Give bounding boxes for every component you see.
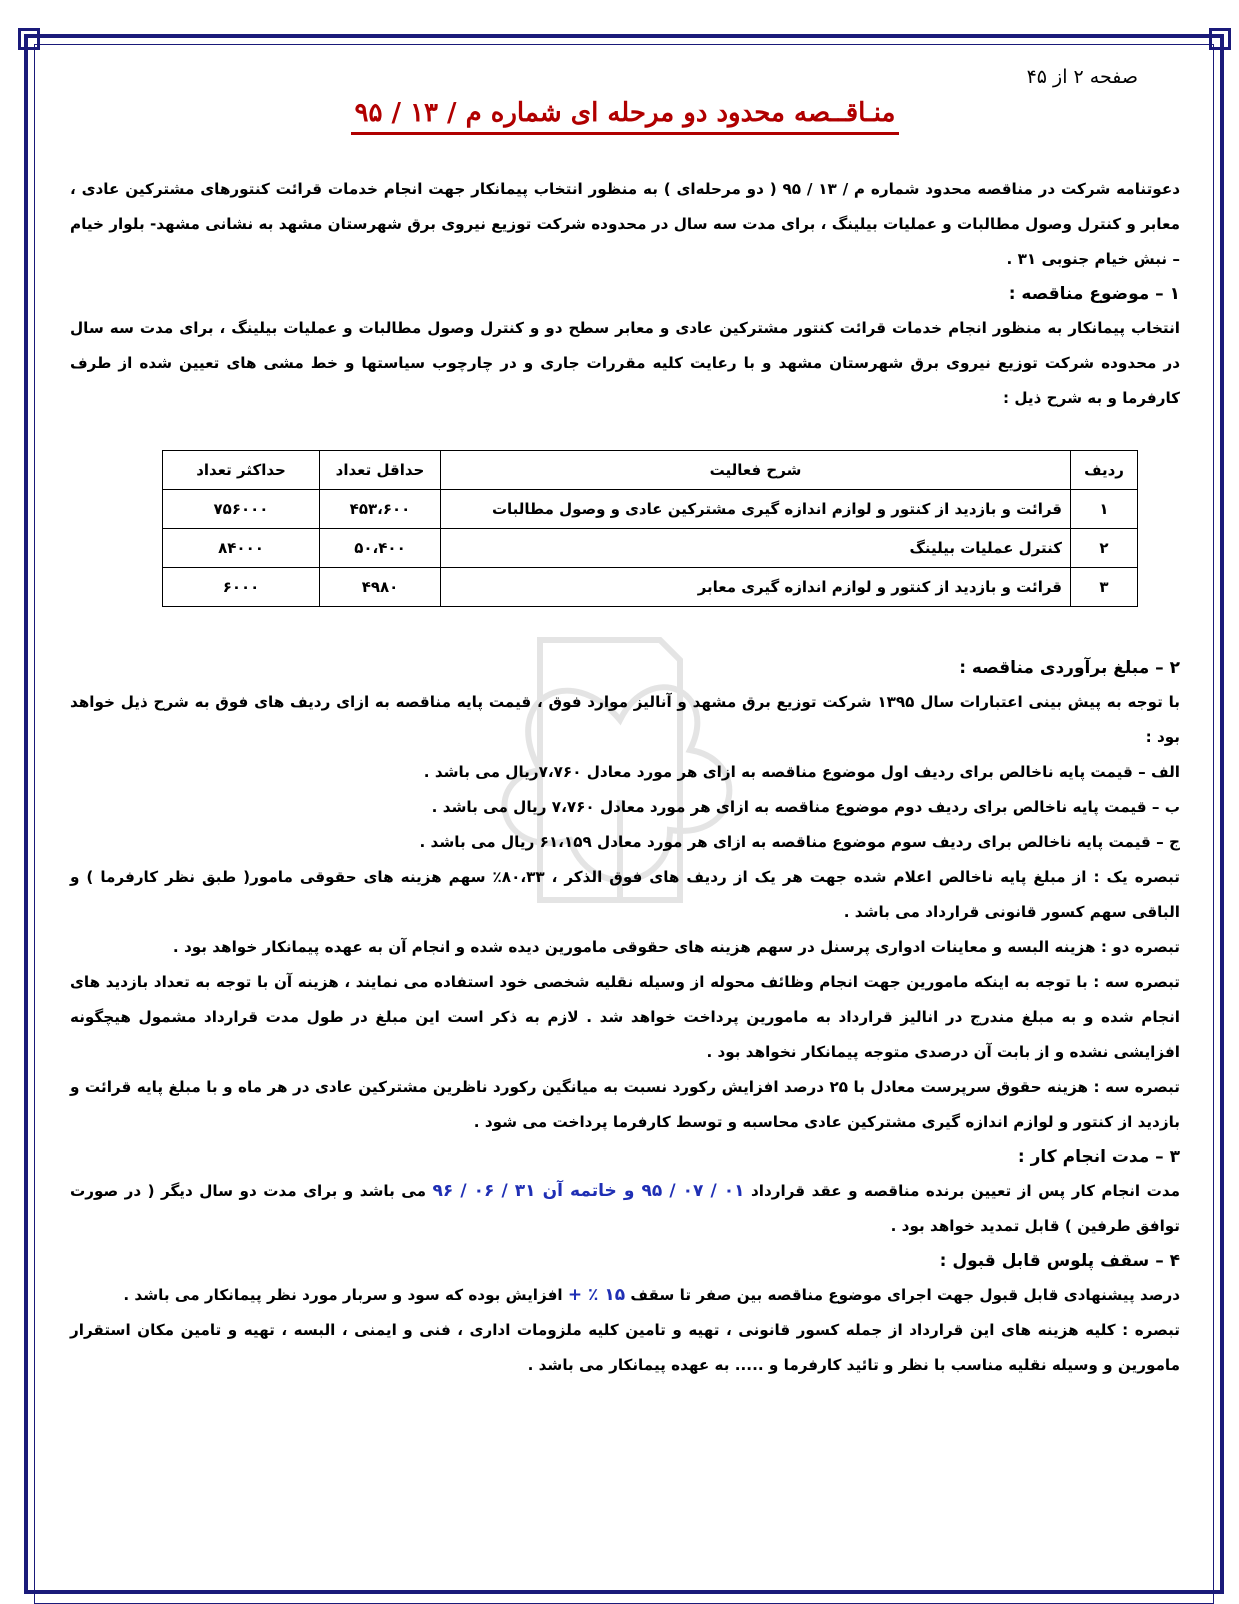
document-page [70, 58, 1180, 1383]
section-4-text [70, 1278, 1180, 1313]
section-2-note-2: تبصره دو : هزینه البسه و معاینات ادواری پرسنل در سهم هزینه های حقوقی مامورین دیده شده و انجام آن به عهده پیمانکار خواهد بود . [172, 938, 1180, 956]
markup-cap: ۱۵ ٪ + [567, 1285, 626, 1305]
section-3-heading: ۳ – مدت انجام کار : [1017, 1147, 1180, 1167]
section-2-note-3: تبصره سه : با توجه به اینکه مامورین جهت انجام وظائف محوله از وسیله نقلیه شخصی خود استفاده می نمایند ، هزینه آن با توجه به تعداد بازدید های انجام شده و به مبلغ مندرج در انالیز قرارداد به مامورین پرداخت خواهد شد . لازم به ذکر است این مبلغ در طول مدت قرارداد مشمول هیچگونه افزایشی نشده و از بابت آن درصدی متوجه پیمانکار نخواهد بود . [70, 973, 1180, 1061]
section-4-note: تبصره : کلیه هزینه های این قرارداد از جمله کسور قانونی ، تهیه و تامین کلیه ملزومات اداری ، فنی و ایمنی ، البسه ، تهیه و تامین مکان استقرار مامورین و وسیله نقلیه مناسب با نظر و تائید کارفرما و ..... به عهده پیمانکار می باشد . [70, 1321, 1180, 1374]
activity-description: قرائت و بازدید از کنتور و لوازم اندازه گیری معابر [441, 568, 1071, 607]
document-title-text: منـاقــصه محدود دو مرحله ای شماره م / ۱۳ / ۹۵ [351, 98, 900, 135]
row-number: ۱ [1071, 490, 1138, 529]
activity-description: قرائت و بازدید از کنتور و لوازم اندازه گیری مشترکین عادی و وصول مطالبات [441, 490, 1071, 529]
table-row [163, 568, 1138, 607]
min-count: ۵۰،۴۰۰ [320, 529, 441, 568]
section-2-item-c: ج – قیمت پایه ناخالص برای ردیف سوم موضوع مناقصه به ازای هر مورد معادل ۶۱،۱۵۹ ریال می باشد . [419, 833, 1180, 851]
max-count: ۶۰۰۰ [163, 568, 320, 607]
section-4-text-before: درصد پیشنهادی قابل قبول جهت اجرای موضوع مناقصه بین صفر تا سقف [625, 1286, 1180, 1304]
max-count: ۸۴۰۰۰ [163, 529, 320, 568]
min-count: ۴۹۸۰ [320, 568, 441, 607]
section-2-heading: ۲ – مبلغ برآوردی مناقصه : [959, 658, 1180, 678]
section-2-intro: با توجه به پیش بینی اعتبارات سال ۱۳۹۵ شرکت توزیع برق مشهد و آنالیز موارد فوق ، قیمت پایه مناقصه به ازای ردیف های فوق به شرح ذیل خواهد بود : [70, 693, 1180, 746]
document-title [70, 98, 1180, 128]
max-count: ۷۵۶۰۰۰ [163, 490, 320, 529]
header-activity: شرح فعالیت [441, 451, 1071, 490]
activities-table [162, 450, 1138, 607]
section-4-heading: ۴ – سقف پلوس قابل قبول : [939, 1251, 1180, 1271]
page-number: صفحه ۲ از ۴۵ [1026, 66, 1138, 88]
section-3-text [70, 1174, 1180, 1244]
section-1-heading: ۱ – موضوع مناقصه : [1008, 284, 1180, 304]
section-2-note-4: تبصره سه : هزینه حقوق سرپرست معادل با ۲۵ درصد افزایش رکورد نسبت به میانگین رکورد ناظرین مشترکین عادی در هر ماه و با مبلغ پایه قرائت و بازدید از کنتور و لوازم اندازه گیری مشترکین عادی محاسبه و توسط کارفرما پرداخت می شود . [70, 1078, 1180, 1131]
section-3-text-after: می باشد و برای مدت دو سال دیگر ( در صورت توافق طرفین ) قابل تمدید خواهد بود . [70, 1182, 1180, 1235]
corner-ornament [1209, 28, 1231, 50]
row-number: ۳ [1071, 568, 1138, 607]
intro-paragraph: دعوتنامه شرکت در مناقصه محدود شماره م / ۱۳ / ۹۵ ( دو مرحله‌ای ) به منظور انتخاب پیمانکار جهت انجام خدمات قرائت کنتورهای مشترکین عادی ، معابر و کنترل وصول مطالبات و عملیات بیلینگ ، برای مدت سه سال در محدوده شرکت توزیع نیروی برق شهرستان مشهد به نشانی مشهد- بلوار خیام – نبش خیام جنوبی ۳۱ . [70, 180, 1180, 268]
header-min-count: حداقل تعداد [320, 451, 441, 490]
corner-ornament [18, 28, 40, 50]
row-number: ۲ [1071, 529, 1138, 568]
section-3-text-before: مدت انجام کار پس از تعیین برنده مناقصه و عقد قرارداد [744, 1182, 1181, 1200]
section-2-note-1: تبصره یک : از مبلغ پایه ناخالص اعلام شده جهت هر یک از ردیف های فوق الذکر ، ۸۰،۳۳٪ سهم هزینه های حقوقی مامور( طبق نظر کارفرما ) و الباقی سهم کسور قانونی قرارداد می باشد . [70, 868, 1181, 921]
min-count: ۴۵۳،۶۰۰ [320, 490, 441, 529]
activity-description: کنترل عملیات بیلینگ [441, 529, 1071, 568]
section-2-item-a: الف – قیمت پایه ناخالص برای ردیف اول موضوع مناقصه به ازای هر مورد معادل ۷،۷۶۰ریال می باشد . [423, 763, 1180, 781]
header-row-number: ردیف [1071, 451, 1138, 490]
table-header-row [163, 451, 1138, 490]
section-2-item-b: ب – قیمت پایه ناخالص برای ردیف دوم موضوع مناقصه به ازای هر مورد معادل ۷،۷۶۰ ریال می باشد . [431, 798, 1180, 816]
header-max-count: حداکثر تعداد [163, 451, 320, 490]
table-row [163, 529, 1138, 568]
table-row [163, 490, 1138, 529]
section-4-text-after: افزایش بوده که سود و سربار مورد نظر پیمانکار می باشد . [123, 1286, 568, 1304]
section-1-text: انتخاب پیمانکار به منظور انجام خدمات قرائت کنتور مشترکین عادی و معابر سطح دو و کنترل وصول مطالبات و عملیات بیلینگ ، برای مدت سه سال در محدوده شرکت توزیع نیروی برق شهرستان مشهد و با رعایت کلیه مقررات جاری و در چارچوب سیاستها و خط مشی های تعیین شده از طرف کارفرما و به شرح ذیل : [70, 319, 1180, 407]
contract-dates: ۰۱ / ۰۷ / ۹۵ و خاتمه آن ۳۱ / ۰۶ / ۹۶ [432, 1181, 745, 1201]
